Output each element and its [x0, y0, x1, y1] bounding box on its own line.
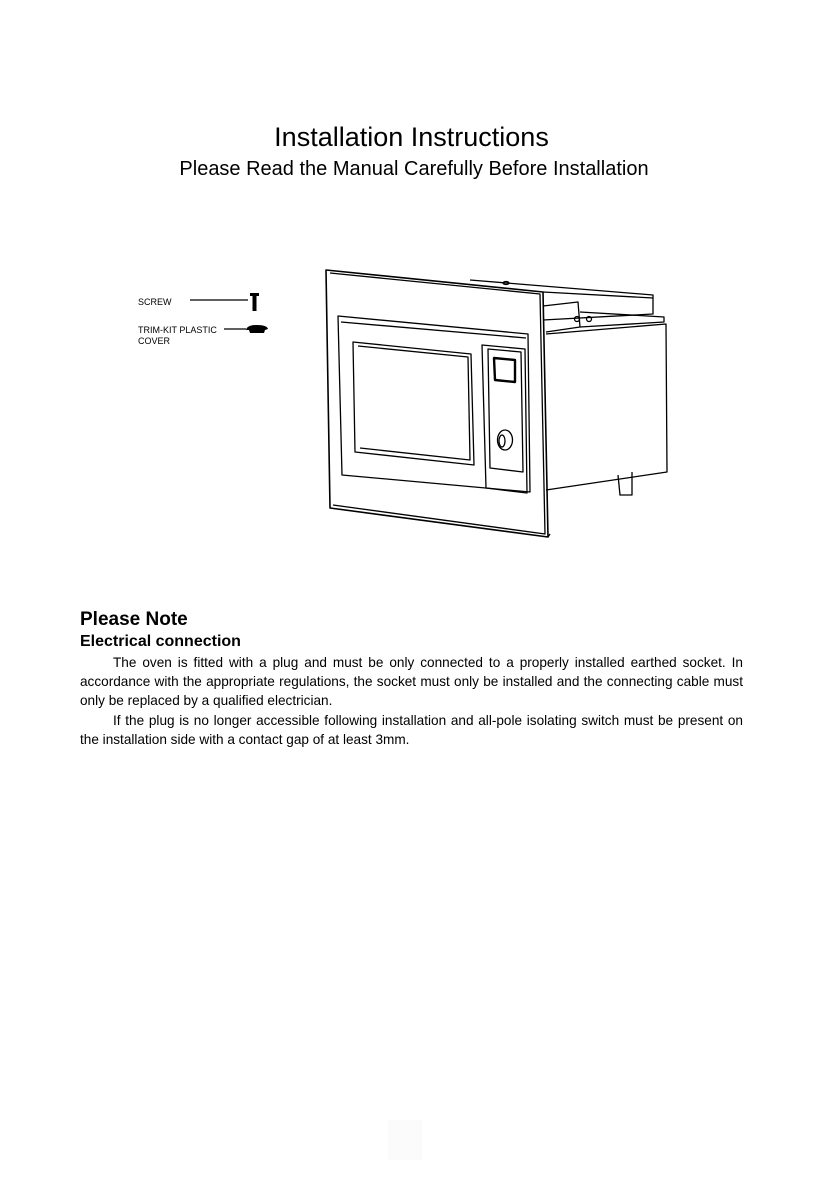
screw-label: SCREW [138, 297, 172, 307]
paragraph: The oven is fitted with a plug and must be only connected to a properly installed earthed socket. In accordance with the appropriate regulations, the socket must only be installed and the connecting cable must only be replaced by a qualified electrician. [80, 655, 743, 709]
built-in-microwave-oven-illustration [318, 262, 678, 547]
page-footer-mark [388, 1120, 422, 1160]
electrical-connection-text [80, 653, 743, 749]
paragraph: If the plug is no longer accessible following installation and all-pole isolating switch must be present on the installation side with a contact gap of at least 3mm. [80, 712, 743, 747]
legend-graphics [186, 289, 276, 339]
note-heading: Please Note [80, 609, 188, 630]
screw-icon [250, 293, 259, 311]
section-heading-electrical: Electrical connection [80, 633, 241, 650]
trim-cover-label: TRIM-KIT PLASTIC COVER [138, 325, 217, 346]
trim-cover-icon [246, 325, 268, 333]
page-title: Installation Instructions [274, 122, 549, 152]
page-subtitle: Please Read the Manual Carefully Before Installation [179, 158, 649, 180]
